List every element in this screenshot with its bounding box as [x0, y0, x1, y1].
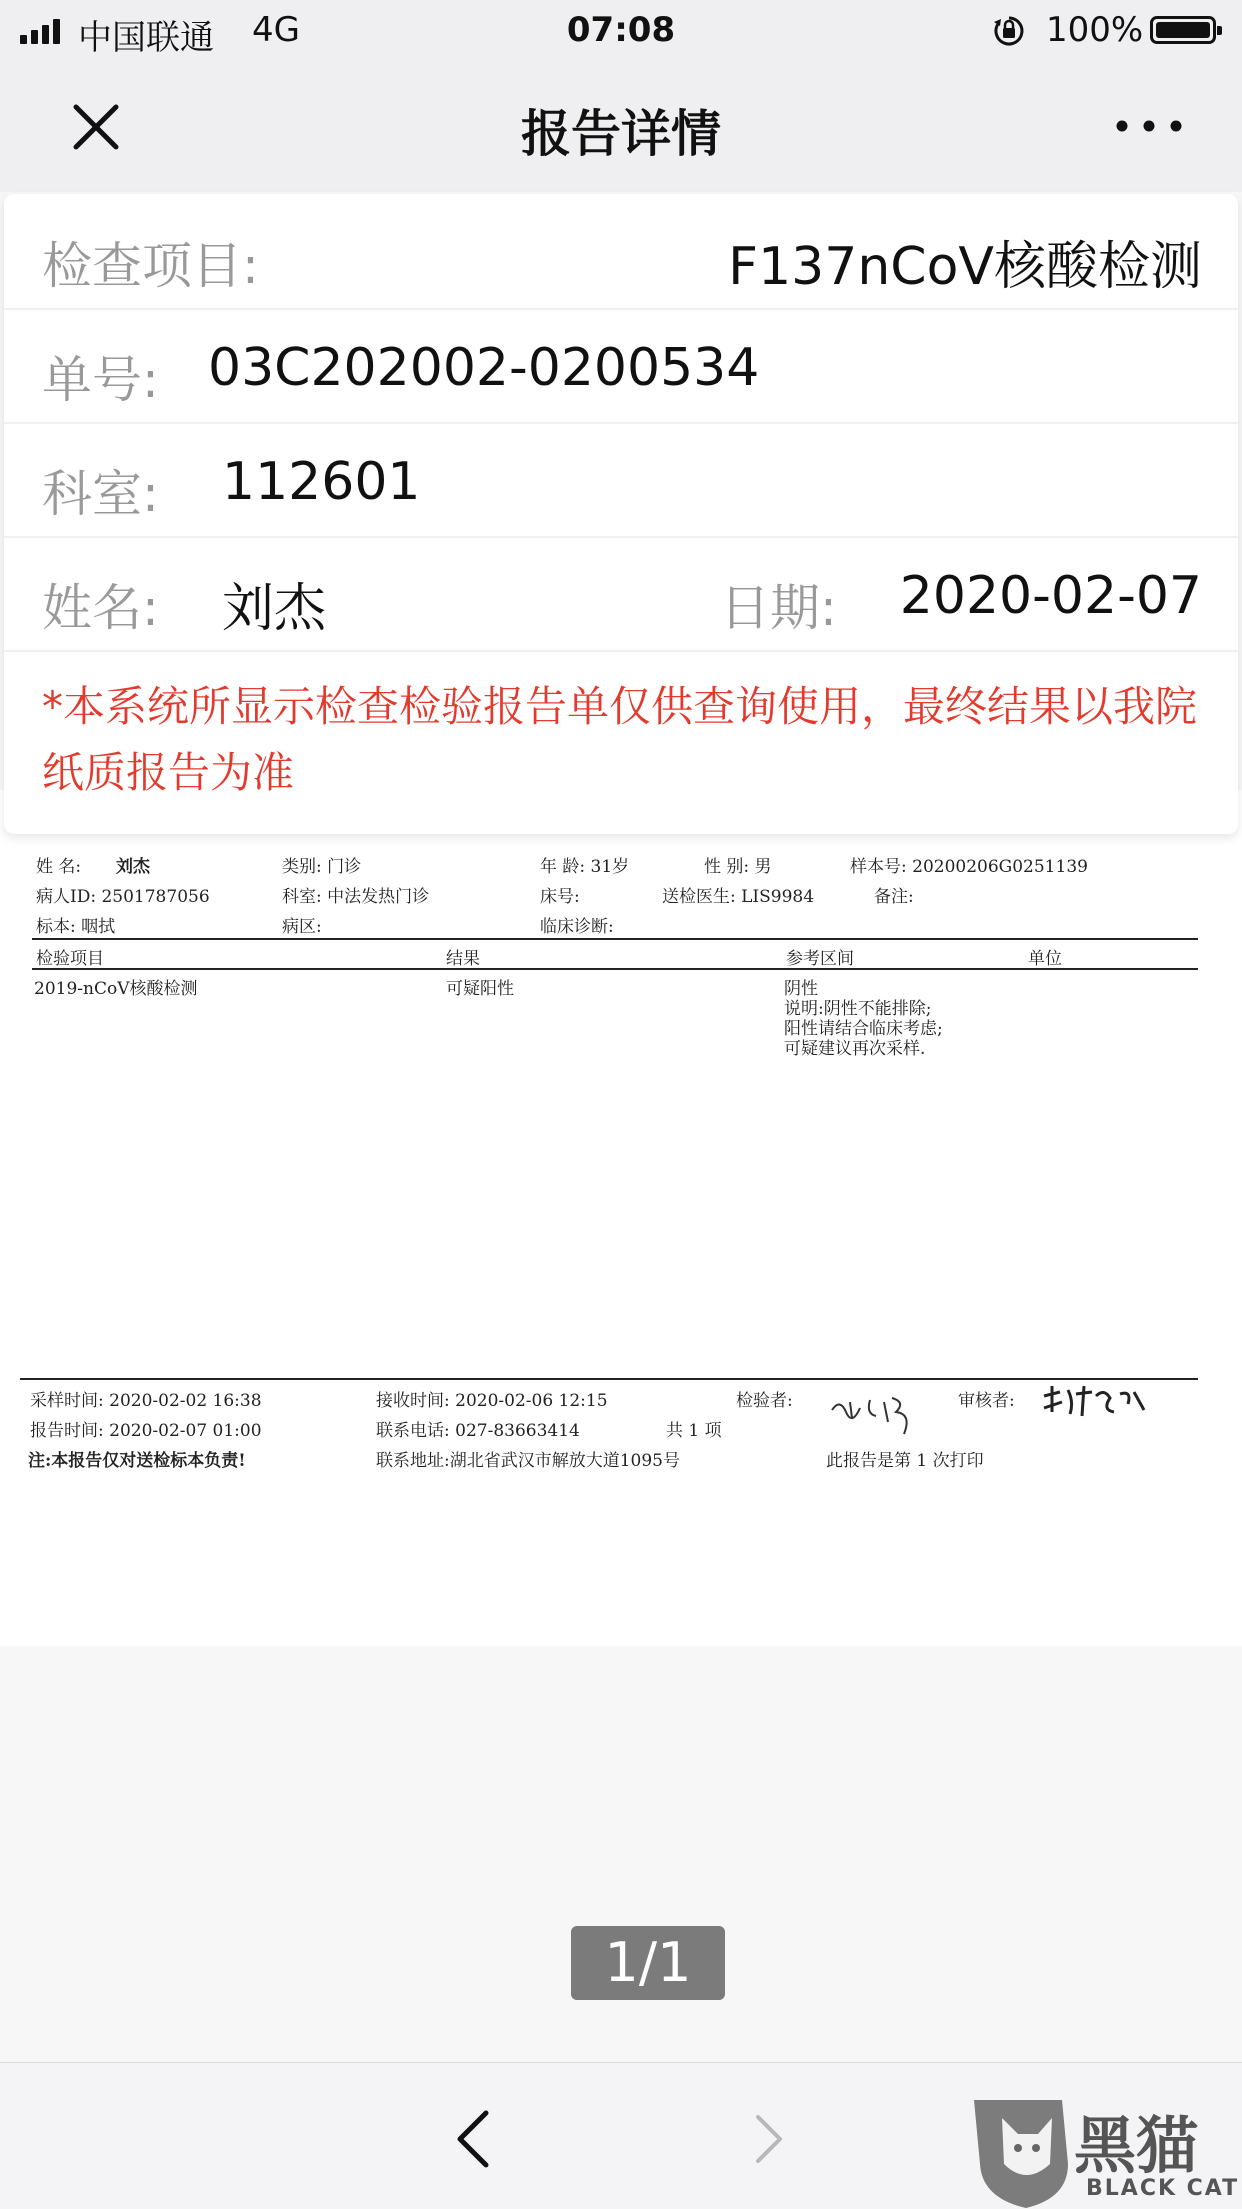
footer-rule	[20, 1378, 1198, 1380]
item-row	[4, 194, 1238, 310]
number-label: 单号:	[42, 351, 159, 409]
report-doctor: 送检医生: LIS9984	[662, 887, 815, 907]
dept-label: 科室:	[42, 465, 159, 523]
page-indicator: 1/1	[571, 1926, 725, 2000]
item-label: 检查项目:	[42, 237, 259, 295]
reviewer-signature-icon	[1040, 1382, 1150, 1422]
report-patient-id: 病人ID: 2501787056	[36, 887, 210, 907]
watermark-text: 黑猫	[1074, 2109, 1199, 2182]
report-info-card	[4, 194, 1238, 834]
result-item: 2019-nCoV核酸检测	[34, 979, 198, 999]
report-footnote: 注:本报告仅对送检标本负责!	[28, 1451, 246, 1471]
dept-row	[4, 422, 1238, 538]
report-diagnosis: 临床诊断:	[540, 917, 614, 937]
item-value: F137nCoV核酸检测	[728, 237, 1202, 297]
col-header-item: 检验项目	[36, 949, 104, 969]
report-ward: 病区:	[282, 917, 322, 937]
report-specimen: 标本: 咽拭	[36, 917, 116, 937]
report-category: 类别: 门诊	[282, 857, 362, 877]
name-date-row	[4, 536, 1238, 652]
network-label: 4G	[252, 10, 300, 50]
report-time: 报告时间: 2020-02-07 01:00	[30, 1421, 262, 1441]
col-header-unit: 单位	[1028, 949, 1062, 969]
sample-time: 采样时间: 2020-02-02 16:38	[30, 1391, 262, 1411]
contact-phone: 联系电话: 027-83663414	[376, 1421, 580, 1441]
chevron-right-icon[interactable]	[750, 2107, 790, 2171]
report-department: 科室: 中法发热门诊	[282, 887, 430, 907]
item-count: 共 1 项	[666, 1421, 722, 1441]
tester-signature-icon	[826, 1388, 936, 1438]
page-title: 报告详情	[521, 105, 721, 163]
table-top-rule	[32, 938, 1198, 940]
result-value: 可疑阳性	[446, 979, 514, 999]
dept-value: 112601	[222, 452, 421, 512]
disclaimer-notice: *本系统所显示检查检验报告单仅供查询使用，最终结果以我院纸质报告为准	[42, 682, 1198, 797]
name-label: 姓名:	[42, 579, 159, 637]
report-gender: 性 别: 男	[704, 857, 772, 877]
reference-line-3: 阳性请结合临床考虑;	[784, 1019, 943, 1039]
col-header-reference: 参考区间	[786, 949, 854, 969]
report-name-label: 姓 名:	[36, 857, 82, 877]
reviewer-label: 审核者:	[958, 1391, 1015, 1411]
chevron-left-icon[interactable]	[452, 2107, 492, 2171]
date-label: 日期:	[720, 579, 837, 637]
tester-label: 检验者:	[736, 1391, 793, 1411]
print-count: 此报告是第 1 次打印	[826, 1451, 984, 1471]
contact-address: 联系地址:湖北省武汉市解放大道1095号	[376, 1451, 680, 1471]
number-row	[4, 308, 1238, 424]
report-sample-no: 样本号: 20200206G0251139	[850, 857, 1088, 877]
col-header-result: 结果	[446, 949, 480, 969]
orientation-lock-icon	[992, 14, 1026, 48]
watermark-subtext: BLACK CAT	[1086, 2176, 1240, 2201]
nav-bar	[0, 62, 1242, 192]
reference-line-2: 说明:阴性不能排除;	[784, 999, 932, 1019]
number-value: 03C202002-0200534	[208, 338, 760, 398]
report-name-value: 刘杰	[116, 857, 150, 877]
date-value: 2020-02-07	[899, 566, 1202, 626]
name-value: 刘杰	[222, 579, 327, 639]
carrier-label: 中国联通	[78, 18, 214, 58]
receive-time: 接收时间: 2020-02-06 12:15	[376, 1391, 608, 1411]
report-age: 年 龄: 31岁	[540, 857, 630, 877]
reference-line-1: 阴性	[784, 979, 818, 999]
battery-percent: 100%	[1046, 10, 1144, 50]
report-document[interactable]	[0, 790, 1242, 1646]
status-bar	[0, 0, 1242, 62]
more-dots-icon[interactable]	[1114, 116, 1184, 136]
reference-line-4: 可疑建议再次采样.	[784, 1039, 926, 1059]
battery-icon	[1150, 16, 1216, 44]
clock: 07:08	[566, 10, 676, 50]
report-bed: 床号:	[540, 887, 580, 907]
report-remark: 备注:	[874, 887, 914, 907]
table-header-rule	[32, 968, 1198, 970]
